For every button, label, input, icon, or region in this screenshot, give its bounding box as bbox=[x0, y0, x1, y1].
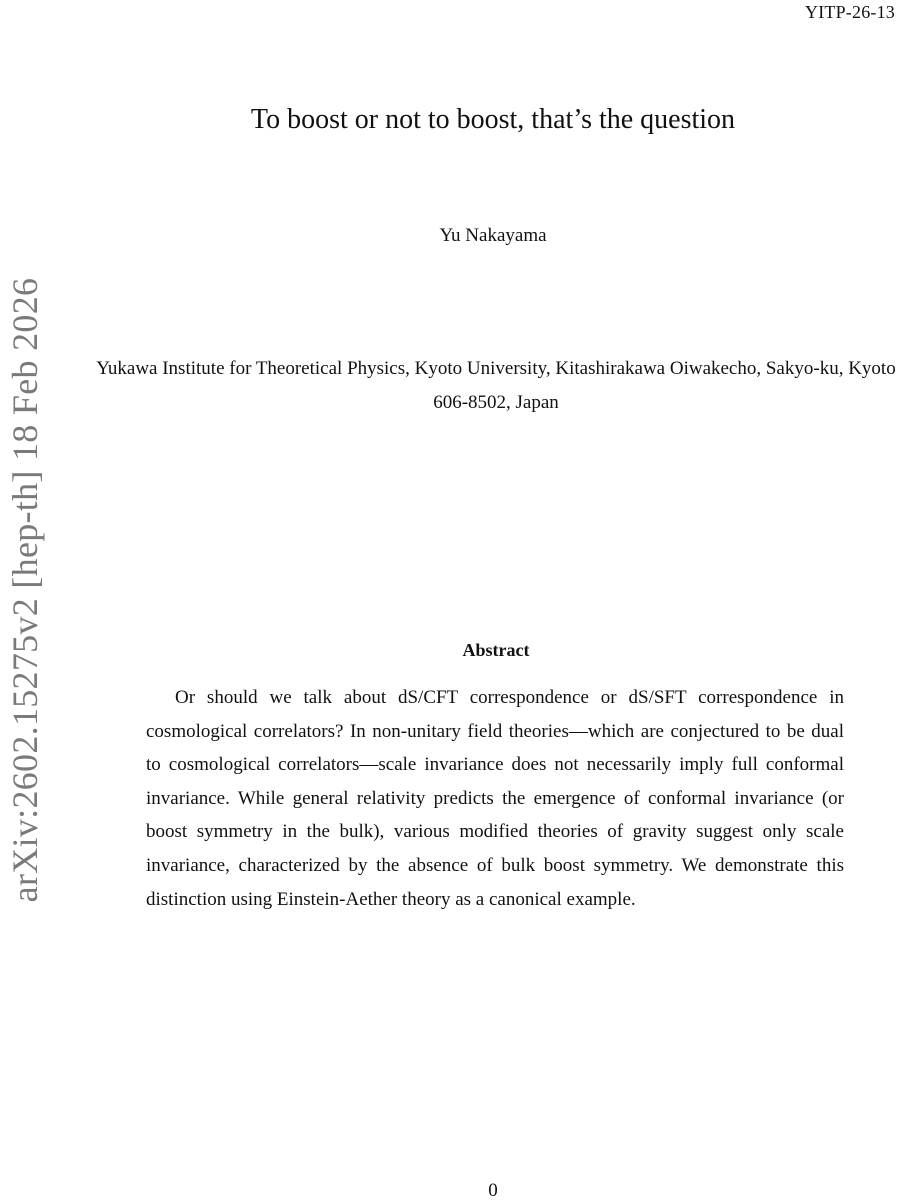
report-number: YITP-26-13 bbox=[805, 2, 895, 22]
author-affiliation: Yukawa Institute for Theoretical Physics, Kyoto University, Kitashirakawa Oiwakecho, Sakyo-ku, Kyoto 606-8502, Japan bbox=[96, 358, 896, 413]
abstract-text: Or should we talk about dS/CFT correspondence or dS/SFT correspondence in cosmological correlators? In non-unitary field theories—which are conjectured to be dual to cosmological correlators—scale invariance does not necessarily imply full conformal invariance. While general relativity predicts the emergence of conformal invariance (or boost symmetry in the bulk), various modified theories of gravity suggest only scale invariance, characterized by the absence of bulk boost symmetry. We demonstrate this distinction using Einstein-Aether theory as a canonical example. bbox=[146, 687, 844, 910]
paper-title: To boost or not to boost, that’s the question bbox=[250, 104, 736, 135]
abstract-heading: Abstract bbox=[462, 640, 530, 660]
arxiv-identifier-stamp: arXiv:2602.15275v2 [hep-th] 18 Feb 2026 bbox=[5, 277, 45, 903]
author-name: Yu Nakayama bbox=[439, 225, 547, 246]
page-number: 0 bbox=[488, 1180, 498, 1201]
